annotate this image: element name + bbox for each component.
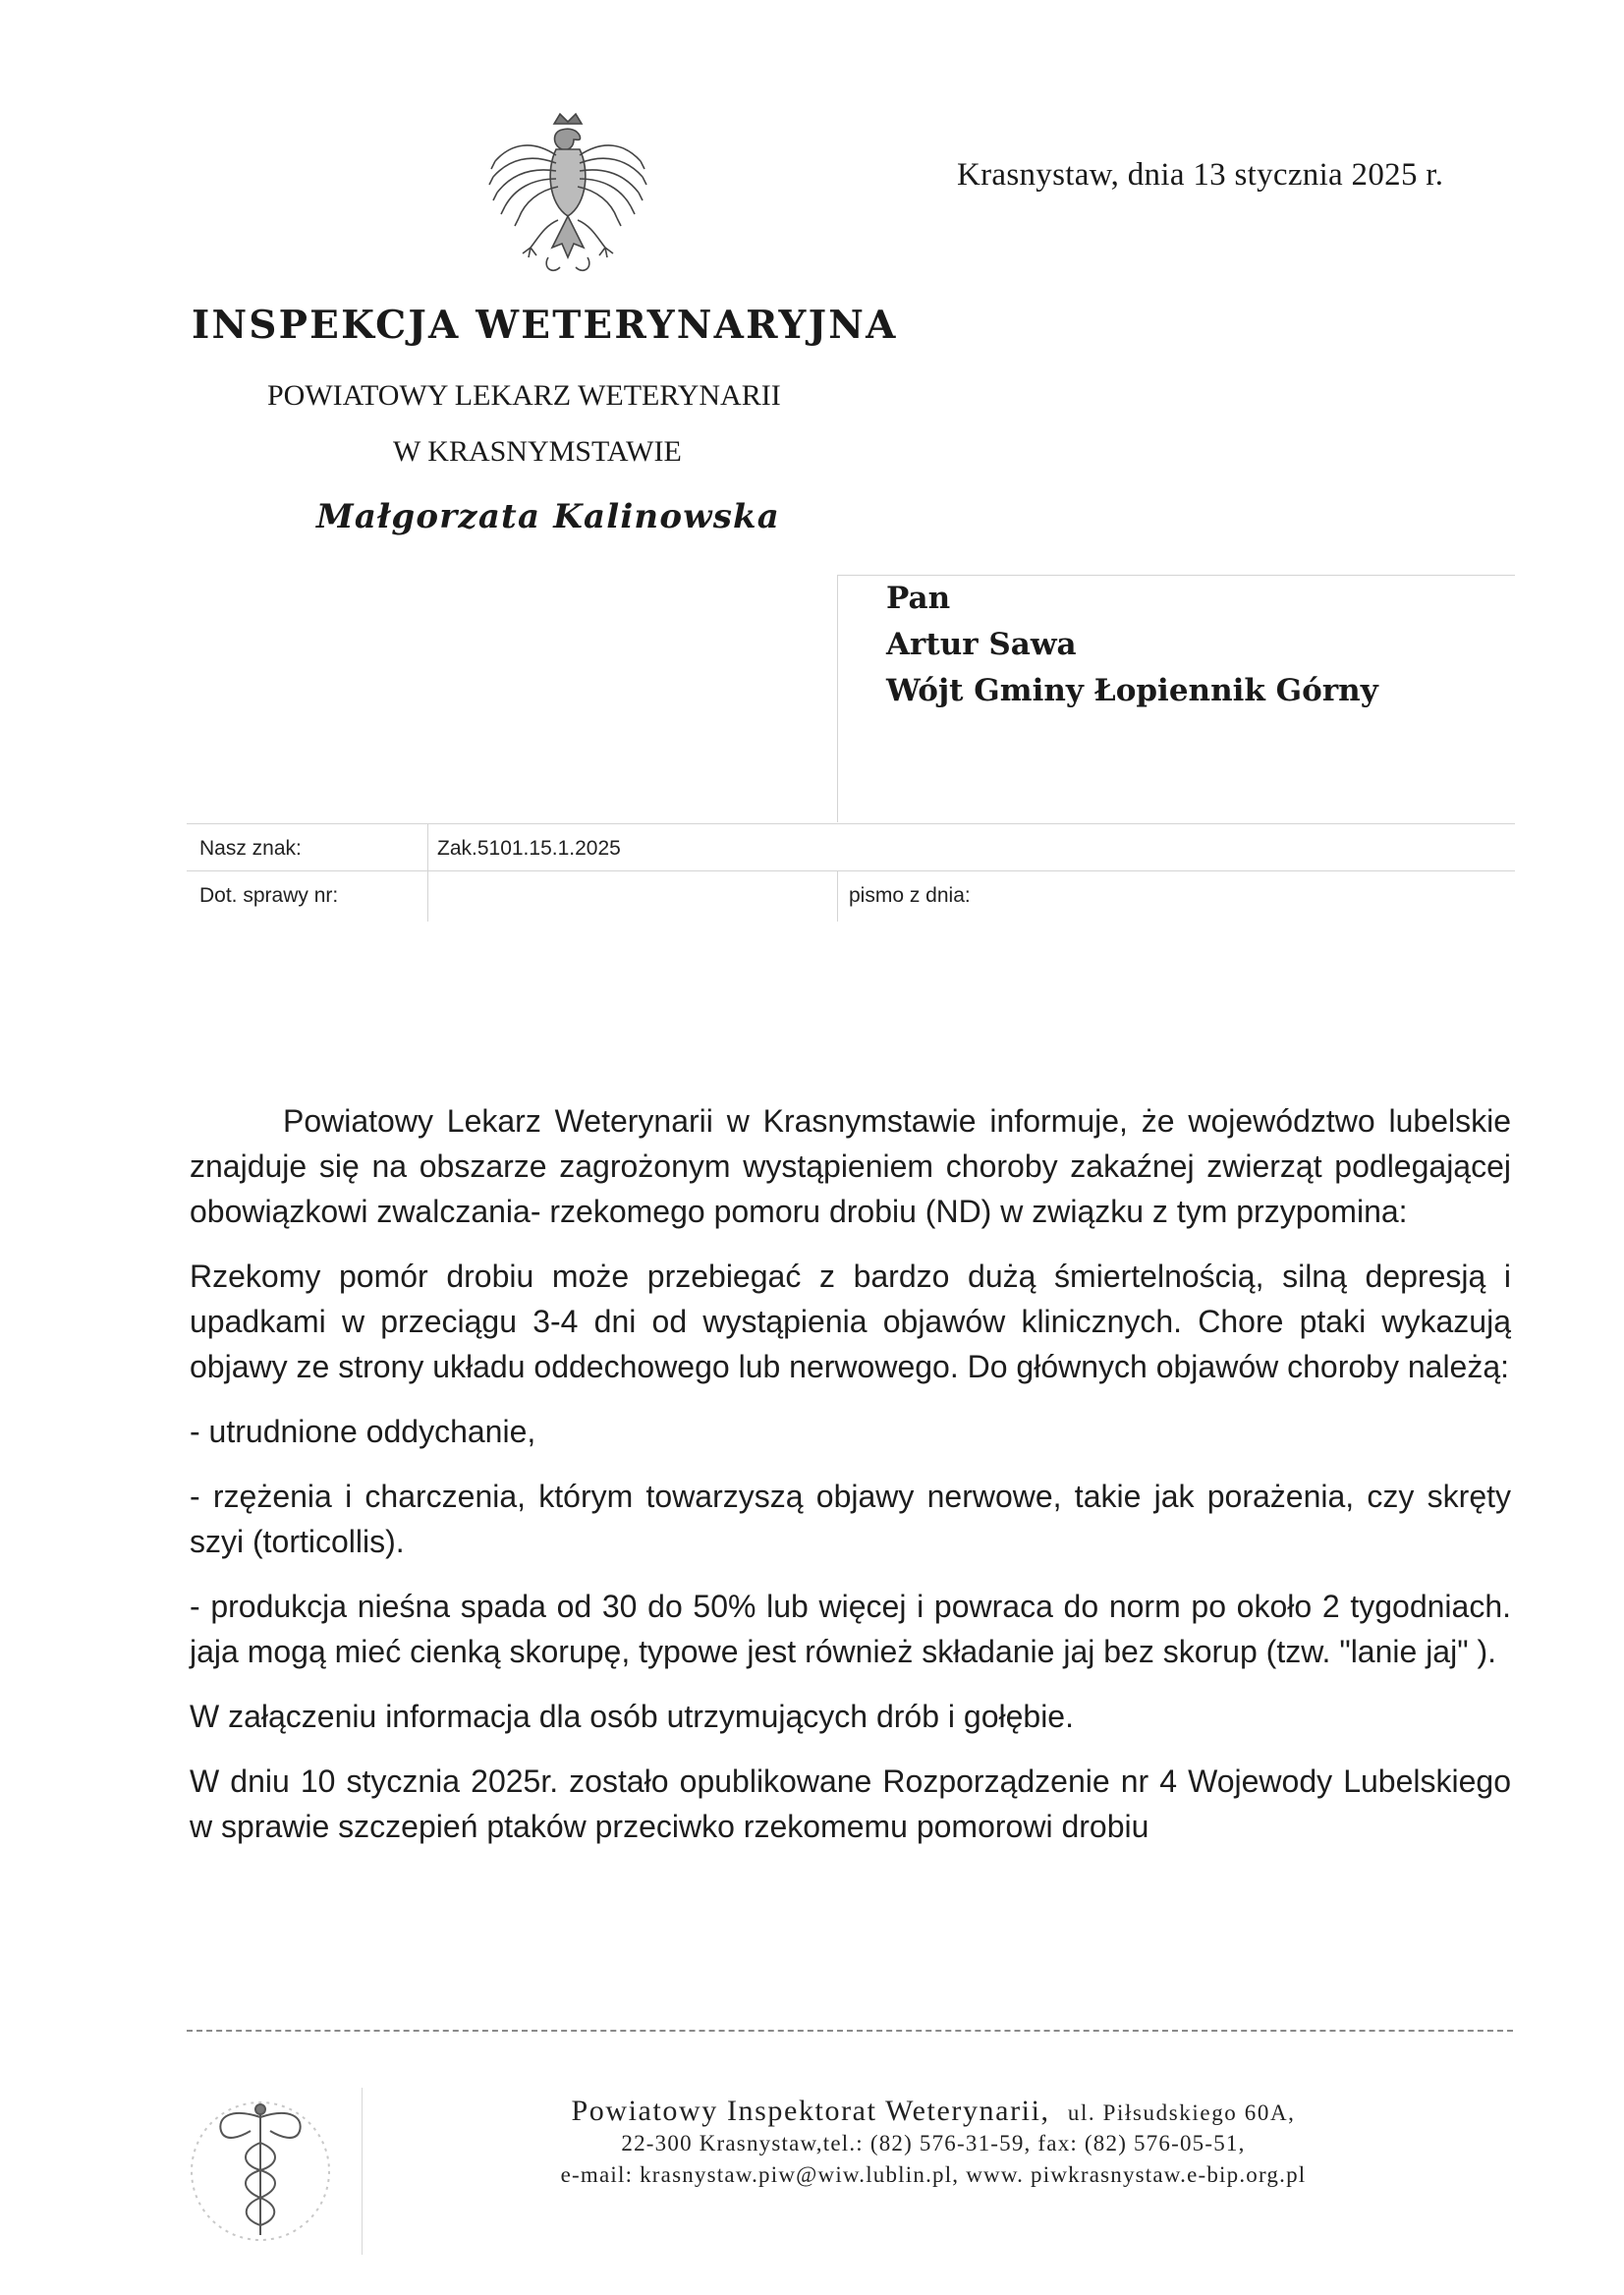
body-paragraph: Rzekomy pomór drobiu może przebiegać z bardzo dużą śmiertelnością, silną depresją i upadkami w przeciągu 3-4 dni od wystąpienia objawów klinicznych. Chore ptaki wykazują objawy ze strony układu oddechowego lub nerwowego. Do głównych objawów choroby należą: — [190, 1259, 1511, 1384]
case-number-label: Dot. sprawy nr: — [199, 884, 339, 907]
letter-body — [190, 1098, 1511, 1869]
footer-divider — [362, 2088, 363, 2255]
reference-middle-rule — [187, 870, 1515, 871]
reference-top-rule — [187, 823, 1515, 824]
reference-column-divider-1 — [427, 823, 428, 922]
footer-separator — [187, 2030, 1513, 2032]
official-name: Małgorzata Kalinowska — [316, 497, 781, 536]
body-paragraph: W dniu 10 stycznia 2025r. zostało opublikowane Rozporządzenie nr 4 Wojewody Lubelskiego w sprawie szczepień ptaków przeciwko rzekomemu pomorowi drobiu — [190, 1763, 1511, 1844]
office-title: POWIATOWY LEKARZ WETERYNARII — [267, 379, 781, 412]
recipient-name: Artur Sawa — [886, 627, 1077, 662]
reference-column-divider-2 — [837, 870, 838, 922]
letter-date-label: pismo z dnia: — [849, 884, 971, 907]
body-paragraph: Powiatowy Lekarz Weterynarii w Krasnymstawie informuje, że województwo lubelskie znajduje się na obszarze zagrożonym wystąpieniem choroby zakaźnej zwierząt podlegającej obowiązkowi zwalczania- rzekomego pomoru drobiu (ND) w związku z tym przypomina: — [190, 1103, 1511, 1229]
our-sign-label: Nasz znak: — [199, 837, 302, 860]
recipient-block — [886, 576, 1378, 714]
footer-contact-block — [364, 2095, 1503, 2191]
institution-name: INSPEKCJA WETERYNARYJNA — [192, 303, 898, 348]
symptom-item: - rzężenia i charczenia, którym towarzyszą objawy nerwowe, takie jak porażenia, czy skręty szyi (torticollis). — [190, 1479, 1511, 1559]
our-sign-value: Zak.5101.15.1.2025 — [437, 837, 621, 860]
symptom-item: - produkcja nieśna spada od 30 do 50% lub więcej i powraca do norm po około 2 tygodniach. jaja mogą mieć cienką skorupę, typowe jest również składanie jaj bez skorup (tzw. "lanie jaj" ). — [190, 1589, 1511, 1669]
recipient-title: Pan — [886, 581, 951, 616]
footer-address-phone: 22-300 Krasnystaw,tel.: (82) 576-31-59, fax: (82) 576-05-51, — [621, 2131, 1246, 2155]
footer-street: ul. Piłsudskiego 60A, — [1067, 2100, 1296, 2125]
symptom-item: - utrudnione oddychanie, — [190, 1414, 536, 1449]
recipient-position: Wójt Gminy Łopiennik Górny — [886, 673, 1378, 708]
recipient-left-rule — [837, 575, 838, 822]
document-date: Krasnystaw, dnia 13 stycznia 2025 r. — [957, 157, 1444, 193]
footer-organization: Powiatowy Inspektorat Weterynarii, — [571, 2095, 1050, 2127]
footer-email-web: e-mail: krasnystaw.piw@wiw.lublin.pl, www. piwkrasnystaw.e-bip.org.pl — [560, 2162, 1307, 2187]
caduceus-icon — [182, 2088, 339, 2255]
polish-eagle-icon — [483, 110, 652, 287]
office-location: W KRASNYMSTAWIE — [393, 435, 682, 468]
body-paragraph: W załączeniu informacja dla osób utrzymujących drób i gołębie. — [190, 1699, 1074, 1734]
